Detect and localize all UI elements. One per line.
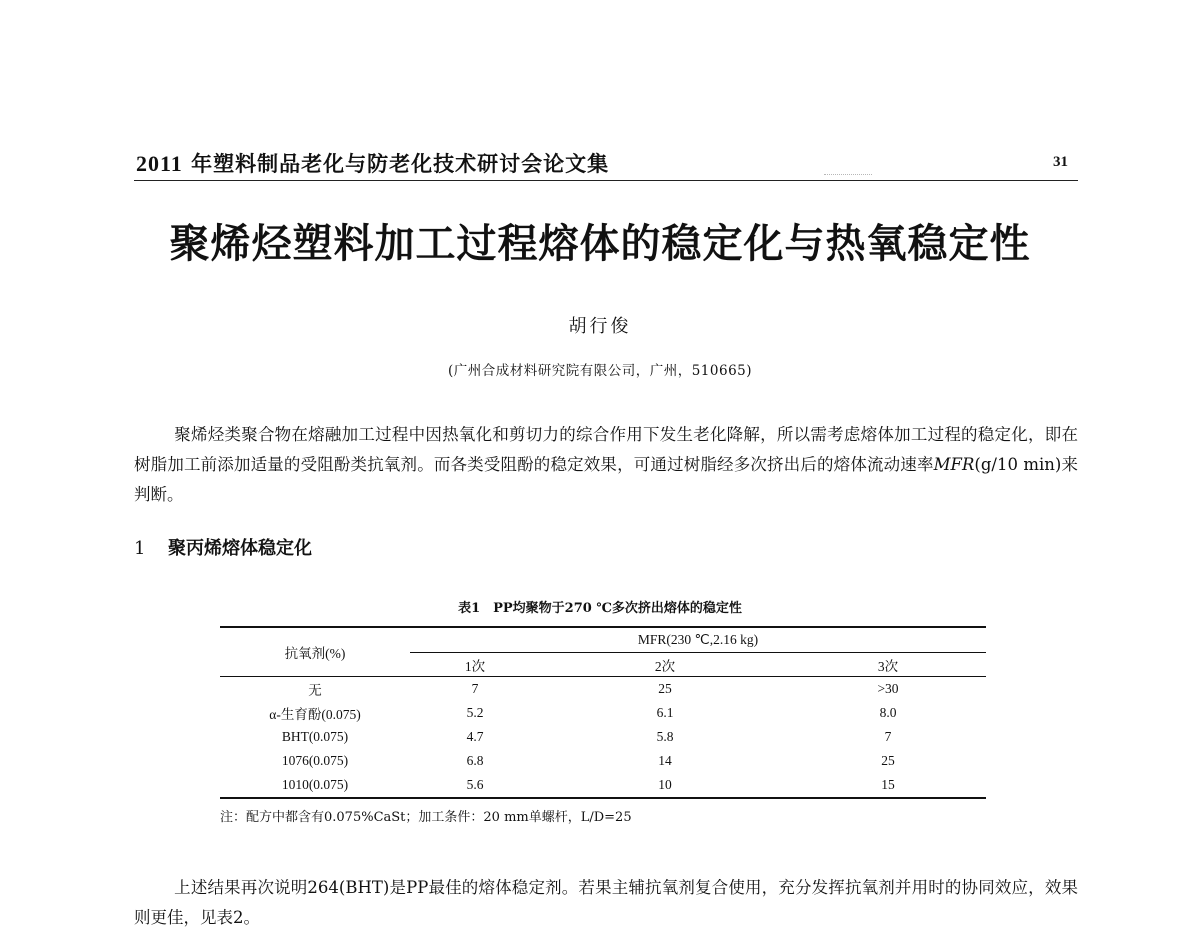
journal-title [136,148,609,178]
table-row [220,725,986,749]
intro-mfr: MFR [933,455,975,474]
cell-value: >30 [877,681,899,696]
table-header-row [220,627,986,653]
intro-text-b: (g/10 min)来判断。 [134,455,1078,504]
header-col-2: 2次 [540,653,790,677]
cell-value: 6.8 [466,753,484,768]
page-number: 31 [1053,154,1068,170]
row-label: 1010(0.075) [220,773,410,798]
cell-value: 5.8 [656,729,674,744]
paper-title: 聚烯烃塑料加工过程熔体的稳定化与热氧稳定性 [169,220,1031,267]
row-label: 无 [308,683,322,698]
conclusion-text: 上述结果再次说明264(BHT)是PP最佳的熔体稳定剂。若果主辅抗氧剂复合使用，充分发挥抗氧剂并用时的协同效应，效果则更佳，见表2。 [134,878,1078,927]
section-number: 1 [134,538,146,559]
row-label: BHT(0.075) [281,729,349,744]
cell-value: 7 [471,681,479,696]
data-table [220,626,986,799]
table-row [220,773,986,798]
cell-value: 25 [881,753,895,768]
cell-value: 25 [658,681,672,696]
table-caption: 表1 PP均聚物于270 ℃多次挤出熔体的稳定性 [458,601,742,616]
header-year: 2011 [136,151,183,176]
row-label: α-生育酚(0.075) [269,707,361,722]
section-title: 聚丙烯熔体稳定化 [168,538,312,559]
cell-value: 5.6 [410,773,540,798]
header-journal-name: 年塑料制品老化与防老化技术研讨会论文集 [191,151,610,176]
table-row [220,701,986,725]
header-antioxidant: 抗氧剂(%) [220,627,410,677]
section-heading [134,534,312,560]
table-row [220,749,986,773]
table-note: 注：配方中都含有0.075%CaSt；加工条件：20 mm单螺杆，L/D=25 [220,810,632,825]
author-affiliation: (广州合成材料研究院有限公司，广州，510665) [447,363,753,379]
cell-value: 10 [540,773,790,798]
header-col-1: 1次 [410,653,540,677]
row-label: 1076(0.075) [281,753,349,768]
scan-smudge [824,174,872,181]
header-mfr: MFR(230 ℃,2.16 kg) [410,627,986,653]
header-col-3: 3次 [790,653,986,677]
intro-paragraph [134,420,1078,510]
cell-value: 7 [884,729,892,744]
cell-value: 8.0 [879,705,897,720]
cell-value: 15 [790,773,986,798]
conclusion-paragraph [134,873,1078,933]
cell-value: 14 [658,753,672,768]
running-header [134,148,1078,181]
intro-text-a: 聚烯烃类聚合物在熔融加工过程中因热氧化和剪切力的综合作用下发生老化降解，所以需考虑熔体加工过程的稳定化，即在树脂加工前添加适量的受阻酚类抗氧剂。而各类受阻酚的稳定效果，可通过树脂经多次挤出后的熔体流动速率 [134,425,1078,474]
author-name: 胡行俊 [568,316,632,337]
table-row [220,677,986,702]
cell-value: 6.1 [656,705,674,720]
cell-value: 5.2 [466,705,484,720]
cell-value: 4.7 [466,729,484,744]
